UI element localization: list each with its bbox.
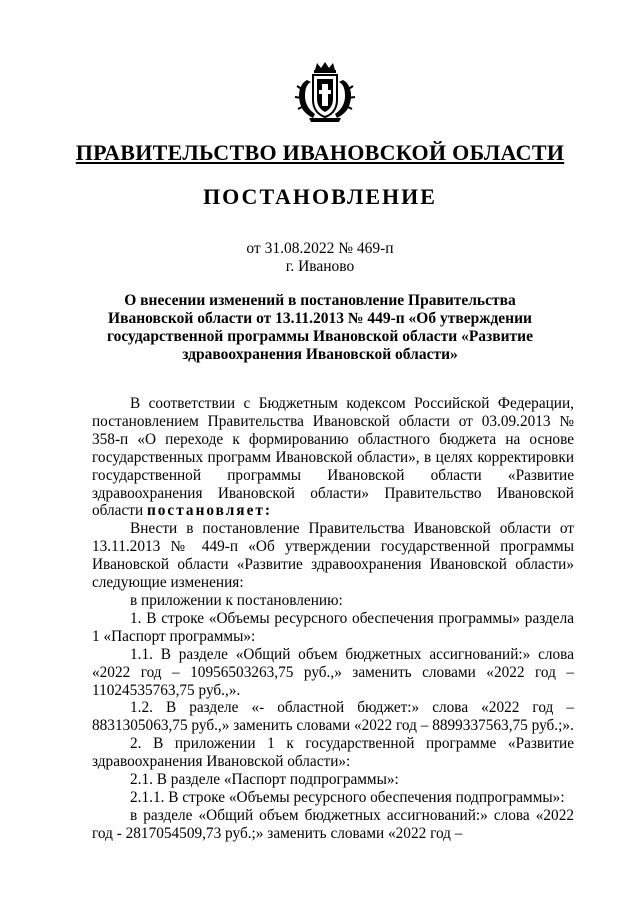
body-paragraph: 1.2. В разделе «- областной бюджет:» слова «2022 год – 8831305063,75 руб.,» заменить словами «2022 год – 8899337563,75 руб.;».: [92, 699, 574, 735]
document-date-number: от 31.08.2022 № 469-п: [246, 240, 394, 257]
body-paragraph: 2. В приложении 1 к государственной программе «Развитие здравоохранения Ивановской области»:: [92, 735, 574, 771]
coat-of-arms-icon: [293, 60, 357, 124]
body-paragraph: в разделе «Общий объем бюджетных ассигнований:» слова «2022 год - 2817054509,73 руб.;» заменить словами «2022 год –: [92, 806, 574, 842]
document-subject: О внесении изменений в постановление Правительства Ивановской области от 13.11.2013 № 449-п «Об утверждении государственной программы Ивановской области «Развитие здравоохранения Ивановской области»: [106, 292, 533, 363]
document-body: [92, 395, 574, 843]
document-city: г. Иваново: [285, 258, 355, 275]
resolves-word: постановляет:: [146, 502, 272, 520]
government-title: ПРАВИТЕЛЬСТВО ИВАНОВСКОЙ ОБЛАСТИ: [75, 140, 565, 165]
body-paragraph: 1.1. В разделе «Общий объем бюджетных ассигнований:» слова «2022 год – 10956503263,75 руб.,» заменить словами «2022 год – 11024535763,75 руб.,».: [92, 645, 574, 699]
body-paragraph: Внести в постановление Правительства Ивановской области от 13.11.2013 № 449-п «Об утверждении государственной программы Ивановской области «Развитие здравоохранения Ивановской области» следующие изменения:: [92, 520, 574, 592]
body-paragraph: В соответствии с Бюджетным кодексом Российской Федерации, постановлением Правительства Ивановской области от 03.09.2013 № 358-п «О переходе к формированию областного бюджета на основе государственных программ Ивановской области», в целях корректировки государственной программы Ивановской области «Развитие здравоохранения Ивановской области» Правительство Ивановской области постановляет:: [92, 395, 574, 520]
document-meta: [0, 240, 640, 276]
document-type: ПОСТАНОВЛЕНИЕ: [203, 184, 437, 209]
body-paragraph: в приложении к постановлению:: [130, 591, 343, 609]
body-paragraph: 2.1. В разделе «Паспорт подпрограммы»:: [130, 771, 399, 789]
body-paragraph: 1. В строке «Объемы ресурсного обеспечения программы» раздела 1 «Паспорт программы»:: [92, 609, 574, 645]
body-paragraph: 2.1.1. В строке «Объемы ресурсного обеспечения подпрограммы»:: [130, 788, 565, 806]
